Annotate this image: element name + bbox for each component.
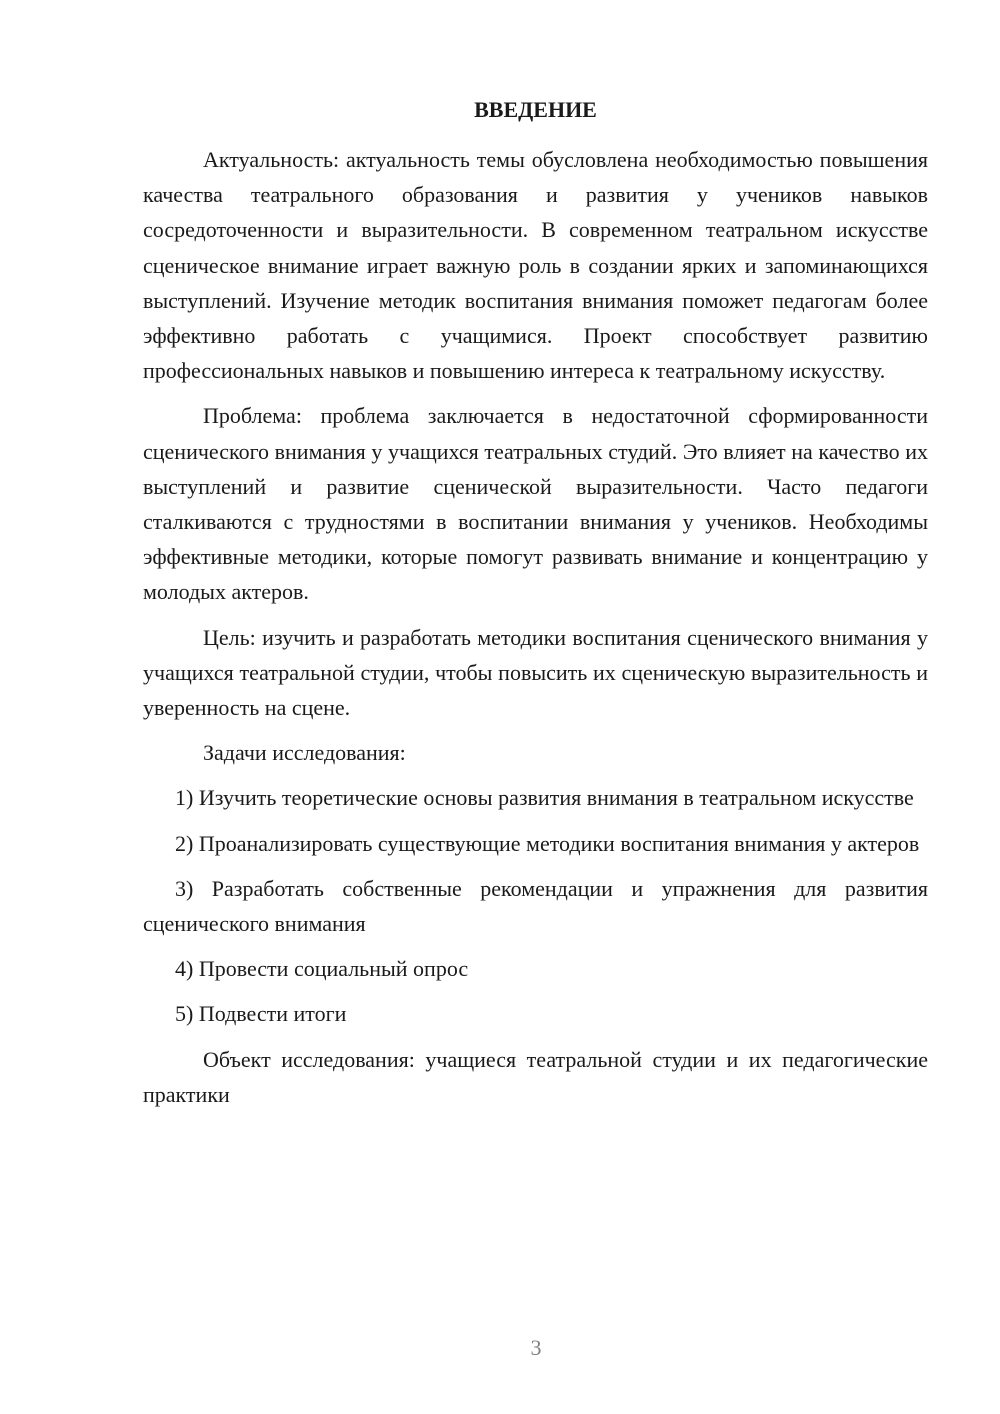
- task-item: 1) Изучить теоретические основы развития внимания в театральном искусстве: [175, 785, 914, 811]
- task-item: 2) Проанализировать существующие методики воспитания внимания у актеров: [175, 830, 920, 856]
- task-item: 5) Подвести итоги: [175, 1001, 347, 1027]
- tasks-list: [143, 780, 928, 1031]
- paragraph-problem: Проблема: проблема заключается в недостаточной сформированности сценического внимания у учащихся театральных студий. Это влияет на качество их выступлений и развитие сценической выразительности. Часто педагоги сталкиваются с трудностями в воспитании внимания у учеников. Необходимы эффективные методики, которые помогут развивать внимание и концентрацию у молодых актеров.: [143, 403, 928, 605]
- paragraph-object: Объект исследования: учащиеся театральной студии и их педагогические практики: [143, 1046, 928, 1107]
- paragraph-relevance: Актуальность: актуальность темы обусловлена необходимостью повышения качества театрального образования и развития у учеников навыков сосредоточенности и выразительности. В современном театральном искусстве сценическое внимание играет важную роль в создании ярких и запоминающихся выступлений. Изучение методик воспитания внимания поможет педагогам более эффективно работать с учащимися. Проект способствует развитию профессиональных навыков и повышению интереса к театральному искусству.: [143, 147, 928, 384]
- paragraph-goal: Цель: изучить и разработать методики воспитания сценического внимания у учащихся театральной студии, чтобы повысить их сценическую выразительность и уверенность на сцене.: [143, 624, 928, 721]
- task-item: 4) Провести социальный опрос: [175, 956, 469, 982]
- page-content: [143, 92, 928, 1112]
- task-item: 3) Разработать собственные рекомендации и упражнения для развития сценического внимания: [143, 875, 928, 937]
- page-number: 3: [530, 1335, 542, 1360]
- tasks-heading: Задачи исследования:: [203, 740, 406, 766]
- section-title: ВВЕДЕНИЕ: [474, 97, 597, 122]
